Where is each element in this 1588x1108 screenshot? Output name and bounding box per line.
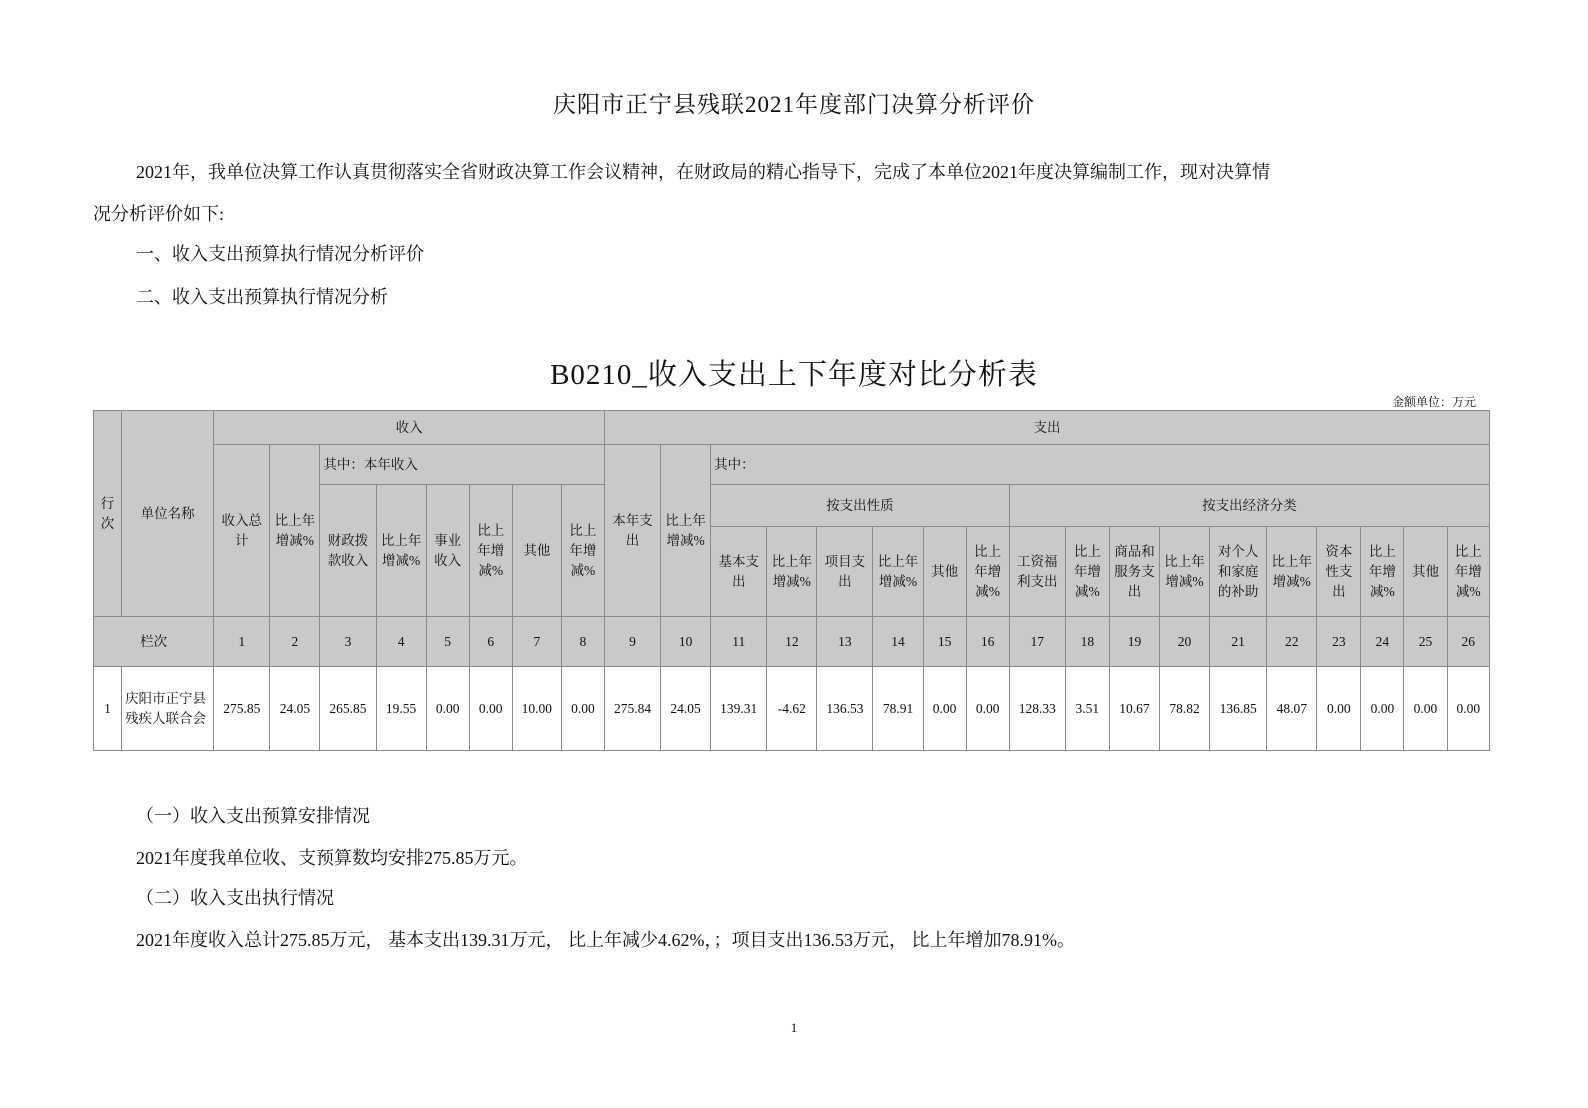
header-fiscal-grant: 财政拨款收入 xyxy=(320,485,376,617)
column-index-cell: 19 xyxy=(1109,617,1159,667)
column-index-cell: 24 xyxy=(1361,617,1404,667)
column-index-cell: 13 xyxy=(817,617,873,667)
header-business-income: 事业收入 xyxy=(426,485,469,617)
table-title: B0210_收入支出上下年度对比分析表 xyxy=(550,359,1038,391)
table-cell: 0.00 xyxy=(966,667,1009,751)
table-cell: 0.00 xyxy=(1447,667,1489,751)
table-cell: 48.07 xyxy=(1267,667,1317,751)
header-project-expense-yoy: 比上年增减% xyxy=(873,527,923,617)
header-project-expense: 项目支出 xyxy=(817,527,873,617)
table-cell: 139.31 xyxy=(711,667,767,751)
column-index-cell: 4 xyxy=(376,617,426,667)
header-salary: 工资福利支出 xyxy=(1009,527,1065,617)
section-heading-2: 二、收入支出预算执行情况分析 xyxy=(136,287,388,307)
table-cell: 265.85 xyxy=(320,667,376,751)
header-capital: 资本性支出 xyxy=(1317,527,1361,617)
header-income-other: 其他 xyxy=(512,485,561,617)
income-expense-comparison-table xyxy=(93,410,1490,751)
column-index-cell: 3 xyxy=(320,617,376,667)
table-cell: 78.91 xyxy=(873,667,923,751)
column-index-cell: 6 xyxy=(469,617,512,667)
header-economic-other: 其他 xyxy=(1404,527,1447,617)
table-cell: 275.84 xyxy=(604,667,660,751)
header-expense-total-yoy: 比上年增减% xyxy=(661,445,711,617)
column-index-cell: 21 xyxy=(1210,617,1267,667)
table-cell: 128.33 xyxy=(1009,667,1065,751)
column-index-cell: 26 xyxy=(1447,617,1489,667)
header-by-nature: 按支出性质 xyxy=(711,485,1010,527)
column-index-cell: 9 xyxy=(604,617,660,667)
header-unit-name: 单位名称 xyxy=(122,411,214,617)
header-fiscal-grant-yoy: 比上年增减% xyxy=(376,485,426,617)
table-cell: 0.00 xyxy=(1404,667,1447,751)
table-cell: 24.05 xyxy=(661,667,711,751)
table-cell: 0.00 xyxy=(469,667,512,751)
header-by-economic: 按支出经济分类 xyxy=(1009,485,1489,527)
header-income-other-yoy: 比上年增减% xyxy=(561,485,604,617)
subsection-text-1: 2021年度我单位收、支预算数均安排275.85万元。 xyxy=(136,848,528,868)
column-index-cell: 8 xyxy=(561,617,604,667)
header-salary-yoy: 比上年增减% xyxy=(1065,527,1109,617)
column-index-cell: 25 xyxy=(1404,617,1447,667)
table-cell: 24.05 xyxy=(270,667,320,751)
column-index-cell: 23 xyxy=(1317,617,1361,667)
header-income: 收入 xyxy=(214,411,605,445)
document-title: 庆阳市正宁县残联2021年度部门决算分析评价 xyxy=(553,92,1035,117)
subsection-heading-1: （一）收入支出预算安排情况 xyxy=(136,806,370,826)
header-income-total: 收入总计 xyxy=(214,445,270,617)
column-index-cell: 18 xyxy=(1065,617,1109,667)
header-capital-yoy: 比上年增减% xyxy=(1361,527,1404,617)
header-nature-other: 其他 xyxy=(923,527,966,617)
header-individual-family: 对个人和家庭的补助 xyxy=(1210,527,1267,617)
column-index-cell: 7 xyxy=(512,617,561,667)
column-index-cell: 12 xyxy=(767,617,817,667)
header-row-no: 行次 xyxy=(94,411,122,617)
table-cell: 136.53 xyxy=(817,667,873,751)
section-heading-1: 一、收入支出预算执行情况分析评价 xyxy=(136,244,424,264)
table-cell: 275.85 xyxy=(214,667,270,751)
column-index-cell: 15 xyxy=(923,617,966,667)
intro-paragraph-line-1: 2021年，我单位决算工作认真贯彻落实全省财政决算工作会议精神，在财政局的精心指导下，完成了本单位2021年度决算编制工作，现对决算情 xyxy=(136,162,1270,182)
header-basic-expense: 基本支出 xyxy=(711,527,767,617)
header-nature-other-yoy: 比上年增减% xyxy=(966,527,1009,617)
header-individual-family-yoy: 比上年增减% xyxy=(1267,527,1317,617)
header-basic-expense-yoy: 比上年增减% xyxy=(767,527,817,617)
header-business-income-yoy: 比上年增减% xyxy=(469,485,512,617)
column-index-cell: 1 xyxy=(214,617,270,667)
row-no-cell: 1 xyxy=(94,667,122,751)
header-expense: 支出 xyxy=(604,411,1489,445)
amount-unit-label: 金额单位：万元 xyxy=(1391,395,1476,409)
table-cell: 19.55 xyxy=(376,667,426,751)
subsection-heading-2: （二）收入支出执行情况 xyxy=(136,888,334,908)
column-index-cell: 5 xyxy=(426,617,469,667)
header-economic-other-yoy: 比上年增减% xyxy=(1447,527,1489,617)
page-number: 1 xyxy=(790,1020,798,1035)
intro-paragraph-line-2: 况分析评价如下: xyxy=(93,204,225,224)
table-cell: 10.67 xyxy=(1109,667,1159,751)
table-cell: 0.00 xyxy=(561,667,604,751)
table-cell: 78.82 xyxy=(1160,667,1210,751)
column-index-cell: 2 xyxy=(270,617,320,667)
column-index-cell: 11 xyxy=(711,617,767,667)
table-cell: 0.00 xyxy=(923,667,966,751)
table-cell: 10.00 xyxy=(512,667,561,751)
column-index-cell: 10 xyxy=(661,617,711,667)
column-index-cell: 22 xyxy=(1267,617,1317,667)
header-income-total-yoy: 比上年增减% xyxy=(270,445,320,617)
column-index-cell: 16 xyxy=(966,617,1009,667)
column-index-cell: 17 xyxy=(1009,617,1065,667)
header-goods-services-yoy: 比上年增减% xyxy=(1160,527,1210,617)
header-goods-services: 商品和服务支出 xyxy=(1109,527,1159,617)
unit-name-cell: 庆阳市正宁县残疾人联合会 xyxy=(122,667,214,751)
header-expense-of-which: 其中： xyxy=(711,445,1490,485)
table-cell: 3.51 xyxy=(1065,667,1109,751)
table-cell: -4.62 xyxy=(767,667,817,751)
table-cell: 136.85 xyxy=(1210,667,1267,751)
table-cell: 0.00 xyxy=(1317,667,1361,751)
column-index-label: 栏次 xyxy=(94,617,214,667)
subsection-text-2: 2021年度收入总计275.85万元， 基本支出139.31万元， 比上年减少4.62%，；项目支出136.53万元， 比上年增加78.91%。 xyxy=(136,930,1075,950)
table-cell: 0.00 xyxy=(1361,667,1404,751)
header-expense-total: 本年支出 xyxy=(604,445,660,617)
header-income-of-which: 其中：本年收入 xyxy=(320,445,605,485)
table-cell: 0.00 xyxy=(426,667,469,751)
column-index-cell: 20 xyxy=(1160,617,1210,667)
column-index-cell: 14 xyxy=(873,617,923,667)
